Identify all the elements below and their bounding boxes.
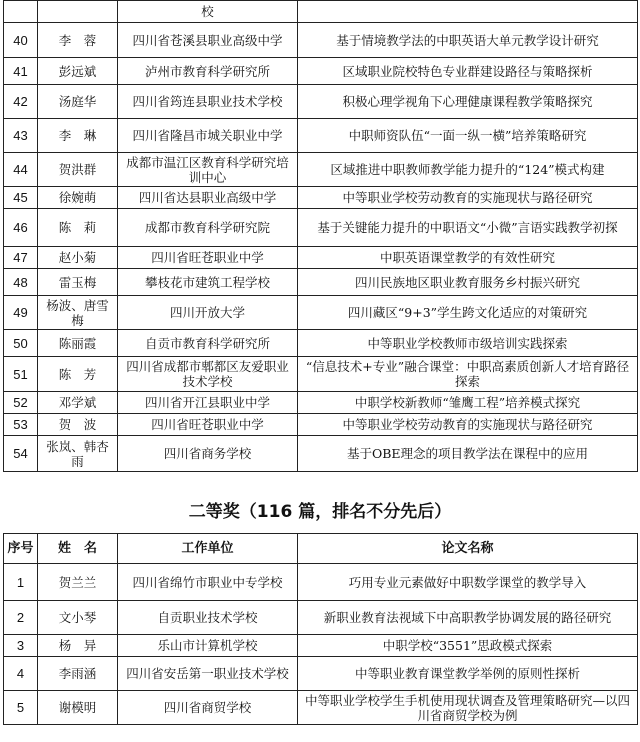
cell-unit: 攀枝花市建筑工程学校: [118, 269, 298, 296]
table-row: [4, 269, 638, 296]
table-row: [4, 85, 638, 119]
cell-unit: 四川省达县职业高级中学: [118, 187, 298, 209]
cell-name: 赵小菊: [38, 247, 118, 269]
table-row: [4, 392, 638, 414]
table-row: [4, 153, 638, 187]
cell-unit: 四川开放大学: [118, 296, 298, 330]
cell-name: 邓学斌: [38, 392, 118, 414]
table-row: [4, 635, 638, 657]
cell-title: 巧用专业元素做好中职数学课堂的教学导入: [298, 564, 638, 601]
cell-unit: 四川省苍溪县职业高级中学: [118, 23, 298, 58]
cell-no: 53: [4, 414, 38, 436]
cell-title: 基于情境教学法的中职英语大单元教学设计研究: [298, 23, 638, 58]
cell-name: 杨 异: [38, 635, 118, 657]
cell-name: 徐婉萌: [38, 187, 118, 209]
cell-no: 45: [4, 187, 38, 209]
cell-title: 四川民族地区职业教育服务乡村振兴研究: [298, 269, 638, 296]
cell-unit: 成都市温江区教育科学研究培训中心: [118, 153, 298, 187]
first-prize-table: [3, 0, 638, 472]
cell-name: 陈 莉: [38, 209, 118, 247]
table-row: [4, 601, 638, 635]
cell-title: 新职业教育法视域下中高职教学协调发展的路径研究: [298, 601, 638, 635]
cell-no: 52: [4, 392, 38, 414]
cell-title: 中等职业学校劳动教育的实施现状与路径研究: [298, 187, 638, 209]
cell-name: 贺兰兰: [38, 564, 118, 601]
cell-name: 雷玉梅: [38, 269, 118, 296]
cell-unit: 四川省筠连县职业技术学校: [118, 85, 298, 119]
cell-no: 2: [4, 601, 38, 635]
table-row: [4, 691, 638, 725]
cell-no: 50: [4, 330, 38, 357]
table-header-row: [4, 534, 638, 564]
table-row: [4, 58, 638, 85]
cell-unit: 四川省开江县职业中学: [118, 392, 298, 414]
cell-title: 区域职业院校特色专业群建设路径与策略探析: [298, 58, 638, 85]
cell-title: “信息技术+专业”融合课堂：中职高素质创新人才培育路径探索: [298, 357, 638, 392]
cell-title: 中等职业学校教师市级培训实践探索: [298, 330, 638, 357]
cell-no: 5: [4, 691, 38, 725]
cell-unit: 校: [118, 1, 298, 23]
cell-no: 51: [4, 357, 38, 392]
cell-name: 张岚、韩杏雨: [38, 436, 118, 472]
cell-title: 四川藏区“9+3”学生跨文化适应的对策研究: [298, 296, 638, 330]
section-title: 二等奖（116 篇，排名不分先后）: [188, 502, 452, 522]
cell-title: 基于关键能力提升的中职语文“小微”言语实践教学初探: [298, 209, 638, 247]
cell-title: 中等职业教育课堂教学举例的原则性探析: [298, 657, 638, 691]
cell-no: 43: [4, 119, 38, 153]
header-no: 序号: [4, 534, 38, 564]
cell-no: 47: [4, 247, 38, 269]
cell-no: 40: [4, 23, 38, 58]
cell-unit: 四川省绵竹市职业中专学校: [118, 564, 298, 601]
table-row: [4, 209, 638, 247]
cell-name: [38, 1, 118, 23]
cell-name: 汤庭华: [38, 85, 118, 119]
cell-no: 46: [4, 209, 38, 247]
cell-unit: 四川省旺苍职业中学: [118, 414, 298, 436]
cell-unit: 四川省隆昌市城关职业中学: [118, 119, 298, 153]
cell-unit: 四川省安岳第一职业技术学校: [118, 657, 298, 691]
cell-unit: 四川省商贸学校: [118, 691, 298, 725]
cell-title: 积极心理学视角下心理健康课程教学策略探究: [298, 85, 638, 119]
cell-name: 文小琴: [38, 601, 118, 635]
cell-no: 42: [4, 85, 38, 119]
table-row: [4, 1, 638, 23]
cell-name: 陈丽霞: [38, 330, 118, 357]
cell-name: 陈 芳: [38, 357, 118, 392]
cell-unit: 泸州市教育科学研究所: [118, 58, 298, 85]
cell-title: 区域推进中职教师教学能力提升的“124”模式构建: [298, 153, 638, 187]
cell-name: 谢模明: [38, 691, 118, 725]
cell-unit: 四川省旺苍职业中学: [118, 247, 298, 269]
header-name: 姓 名: [38, 534, 118, 564]
second-prize-table: [3, 533, 638, 725]
table-row: [4, 119, 638, 153]
cell-no: 48: [4, 269, 38, 296]
cell-title: 中等职业学校学生手机使用现状调查及管理策略研究—以四川省商贸学校为例: [298, 691, 638, 725]
table-row: [4, 296, 638, 330]
cell-no: 49: [4, 296, 38, 330]
cell-no: 44: [4, 153, 38, 187]
cell-unit: 成都市教育科学研究院: [118, 209, 298, 247]
cell-no: 4: [4, 657, 38, 691]
cell-title: 中职师资队伍“一面一纵一横”培养策略研究: [298, 119, 638, 153]
table-row: [4, 564, 638, 601]
header-unit: 工作单位: [118, 534, 298, 564]
cell-no: 41: [4, 58, 38, 85]
cell-title: 中职学校“3551”思政模式探索: [298, 635, 638, 657]
cell-title: 中等职业学校劳动教育的实施现状与路径研究: [298, 414, 638, 436]
cell-name: 贺 波: [38, 414, 118, 436]
cell-no: [4, 1, 38, 23]
cell-title: 基于OBE理念的项目教学法在课程中的应用: [298, 436, 638, 472]
cell-unit: 乐山市计算机学校: [118, 635, 298, 657]
table-row: [4, 357, 638, 392]
cell-name: 李雨涵: [38, 657, 118, 691]
cell-name: 杨波、唐雪梅: [38, 296, 118, 330]
table-row: [4, 23, 638, 58]
table-row: [4, 414, 638, 436]
cell-title: [298, 1, 638, 23]
cell-title: 中职英语课堂教学的有效性研究: [298, 247, 638, 269]
cell-no: 54: [4, 436, 38, 472]
table-row: [4, 657, 638, 691]
cell-name: 贺洪群: [38, 153, 118, 187]
cell-unit: 自贡市教育科学研究所: [118, 330, 298, 357]
cell-name: 李 琳: [38, 119, 118, 153]
cell-no: 3: [4, 635, 38, 657]
table-row: [4, 247, 638, 269]
table-row: [4, 436, 638, 472]
table-row: [4, 187, 638, 209]
cell-no: 1: [4, 564, 38, 601]
cell-name: 彭远斌: [38, 58, 118, 85]
cell-unit: 四川省成都市郫都区友爱职业技术学校: [118, 357, 298, 392]
cell-unit: 自贡职业技术学校: [118, 601, 298, 635]
header-title: 论文名称: [298, 534, 638, 564]
cell-name: 李 蓉: [38, 23, 118, 58]
cell-unit: 四川省商务学校: [118, 436, 298, 472]
table-row: [4, 330, 638, 357]
cell-title: 中职学校新教师“雏鹰工程”培养模式探究: [298, 392, 638, 414]
